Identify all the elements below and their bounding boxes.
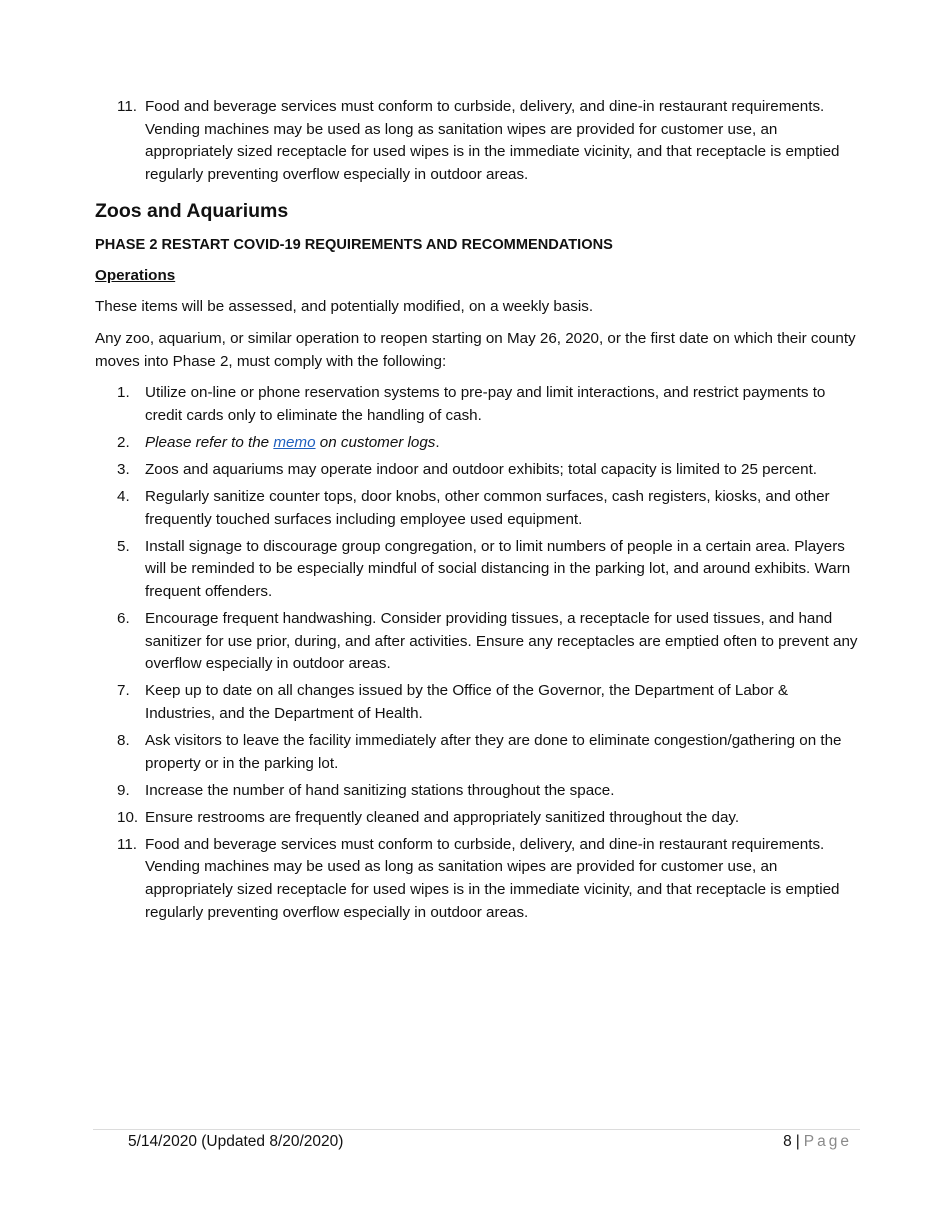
list-item-text: Food and beverage services must conform to curbside, delivery, and dine-in restaurant requirements. Vending machines may be used as long as sanitation wipes are provided for customer use, an appropriately sized receptacle for used wipes is in the immediate vicinity, and that receptacle is emptied regularly preventing overflow especially in outdoor areas. [145, 835, 840, 921]
list-item-text: Install signage to discourage group congregation, or to limit numbers of people in a certain area. Players will be reminded to be especially mindful of social distancing in the parking lot, and around exhibits. Warn frequent offenders. [145, 537, 851, 600]
page-footer [93, 1129, 860, 1160]
section-title: Zoos and Aquariums [95, 200, 289, 223]
list-item-number: 4. [117, 488, 130, 506]
continued-list [95, 96, 860, 186]
list-item [95, 459, 860, 482]
list-item-text: Utilize on-line or phone reservation systems to pre-pay and limit interactions, and restrict payments to credit cards only to eliminate the handling of cash. [145, 384, 826, 424]
list-item [95, 432, 860, 455]
list-item-number: 8. [117, 731, 130, 749]
list-item-number: 11. [117, 835, 137, 853]
list-item [95, 780, 860, 803]
list-item-text: Keep up to date on all changes issued by the Office of the Governor, the Department of Labor & Industries, and the Department of Health. [145, 682, 789, 722]
list-item [95, 834, 860, 924]
list-item-number: 11. [117, 98, 137, 115]
weekly-paragraph: These items will be assessed, and potentially modified, on a weekly basis. [95, 298, 594, 316]
list-item-text: Regularly sanitize counter tops, door knobs, other common surfaces, cash registers, kiosks, and other frequently touched surfaces including employee used equipment. [145, 488, 830, 528]
list-item [95, 382, 860, 427]
list-item-text: Food and beverage services must conform to curbside, delivery, and dine-in restaurant requirements. Vending machines may be used as long as sanitation wipes are provided for customer use, an appropriately sized receptacle for used wipes is in the immediate vicinity, and that receptacle is emptied regularly preventing overflow especially in outdoor areas. [145, 98, 840, 183]
footer-page-label [783, 1133, 852, 1151]
page-content [95, 96, 860, 929]
list-item-number: 6. [117, 610, 130, 627]
page-number: 8 [783, 1133, 792, 1150]
list-item [95, 486, 860, 531]
page-separator: | [795, 1133, 800, 1150]
memo-link[interactable]: memo [273, 433, 316, 451]
list-item [95, 807, 860, 830]
list-item-text-end: . [435, 433, 440, 451]
list-item-number: 1. [117, 384, 130, 402]
phase-heading: PHASE 2 RESTART COVID-19 REQUIREMENTS AND RECOMMENDATIONS [95, 237, 613, 254]
intro-paragraph: Any zoo, aquarium, or similar operation to reopen starting on May 26, 2020, or the first date on which their county moves into Phase 2, must comply with the following: [95, 329, 856, 370]
list-item-number: 2. [117, 433, 130, 451]
list-item-text: Ask visitors to leave the facility immediately after they are done to eliminate congestion/gathering on the property or in the parking lot. [145, 731, 842, 772]
list-item-number: 3. [117, 460, 130, 478]
list-item [95, 680, 860, 725]
list-item-number: 5. [117, 537, 130, 555]
list-item [95, 730, 860, 775]
list-item-text-prefix: Please refer to the [145, 433, 274, 451]
list-item-text: Zoos and aquariums may operate indoor and outdoor exhibits; total capacity is limited to 25 percent. [145, 460, 818, 478]
list-item-text: Increase the number of hand sanitizing stations throughout the space. [145, 781, 615, 799]
list-item-number: 7. [117, 682, 130, 700]
list-item-number: 9. [117, 781, 130, 799]
list-item-text-suffix: on customer logs [315, 433, 436, 451]
operations-heading: Operations [95, 267, 176, 285]
list-item [95, 608, 860, 676]
list-item [95, 96, 860, 186]
list-item-number: 10. [117, 808, 139, 826]
list-item-text: Encourage frequent handwashing. Consider providing tissues, a receptacle for used tissues, and hand sanitizer for use prior, during, and after activities. Ensure any receptacles are emptied often to prevent any overflow especially in outdoor areas. [145, 610, 858, 673]
requirements-list [95, 382, 860, 924]
list-item [95, 536, 860, 604]
list-item-text: Ensure restrooms are frequently cleaned and appropriately sanitized throughout the day. [145, 808, 740, 826]
page-word: Page [803, 1133, 852, 1150]
footer-date: 5/14/2020 (Updated 8/20/2020) [128, 1133, 344, 1150]
